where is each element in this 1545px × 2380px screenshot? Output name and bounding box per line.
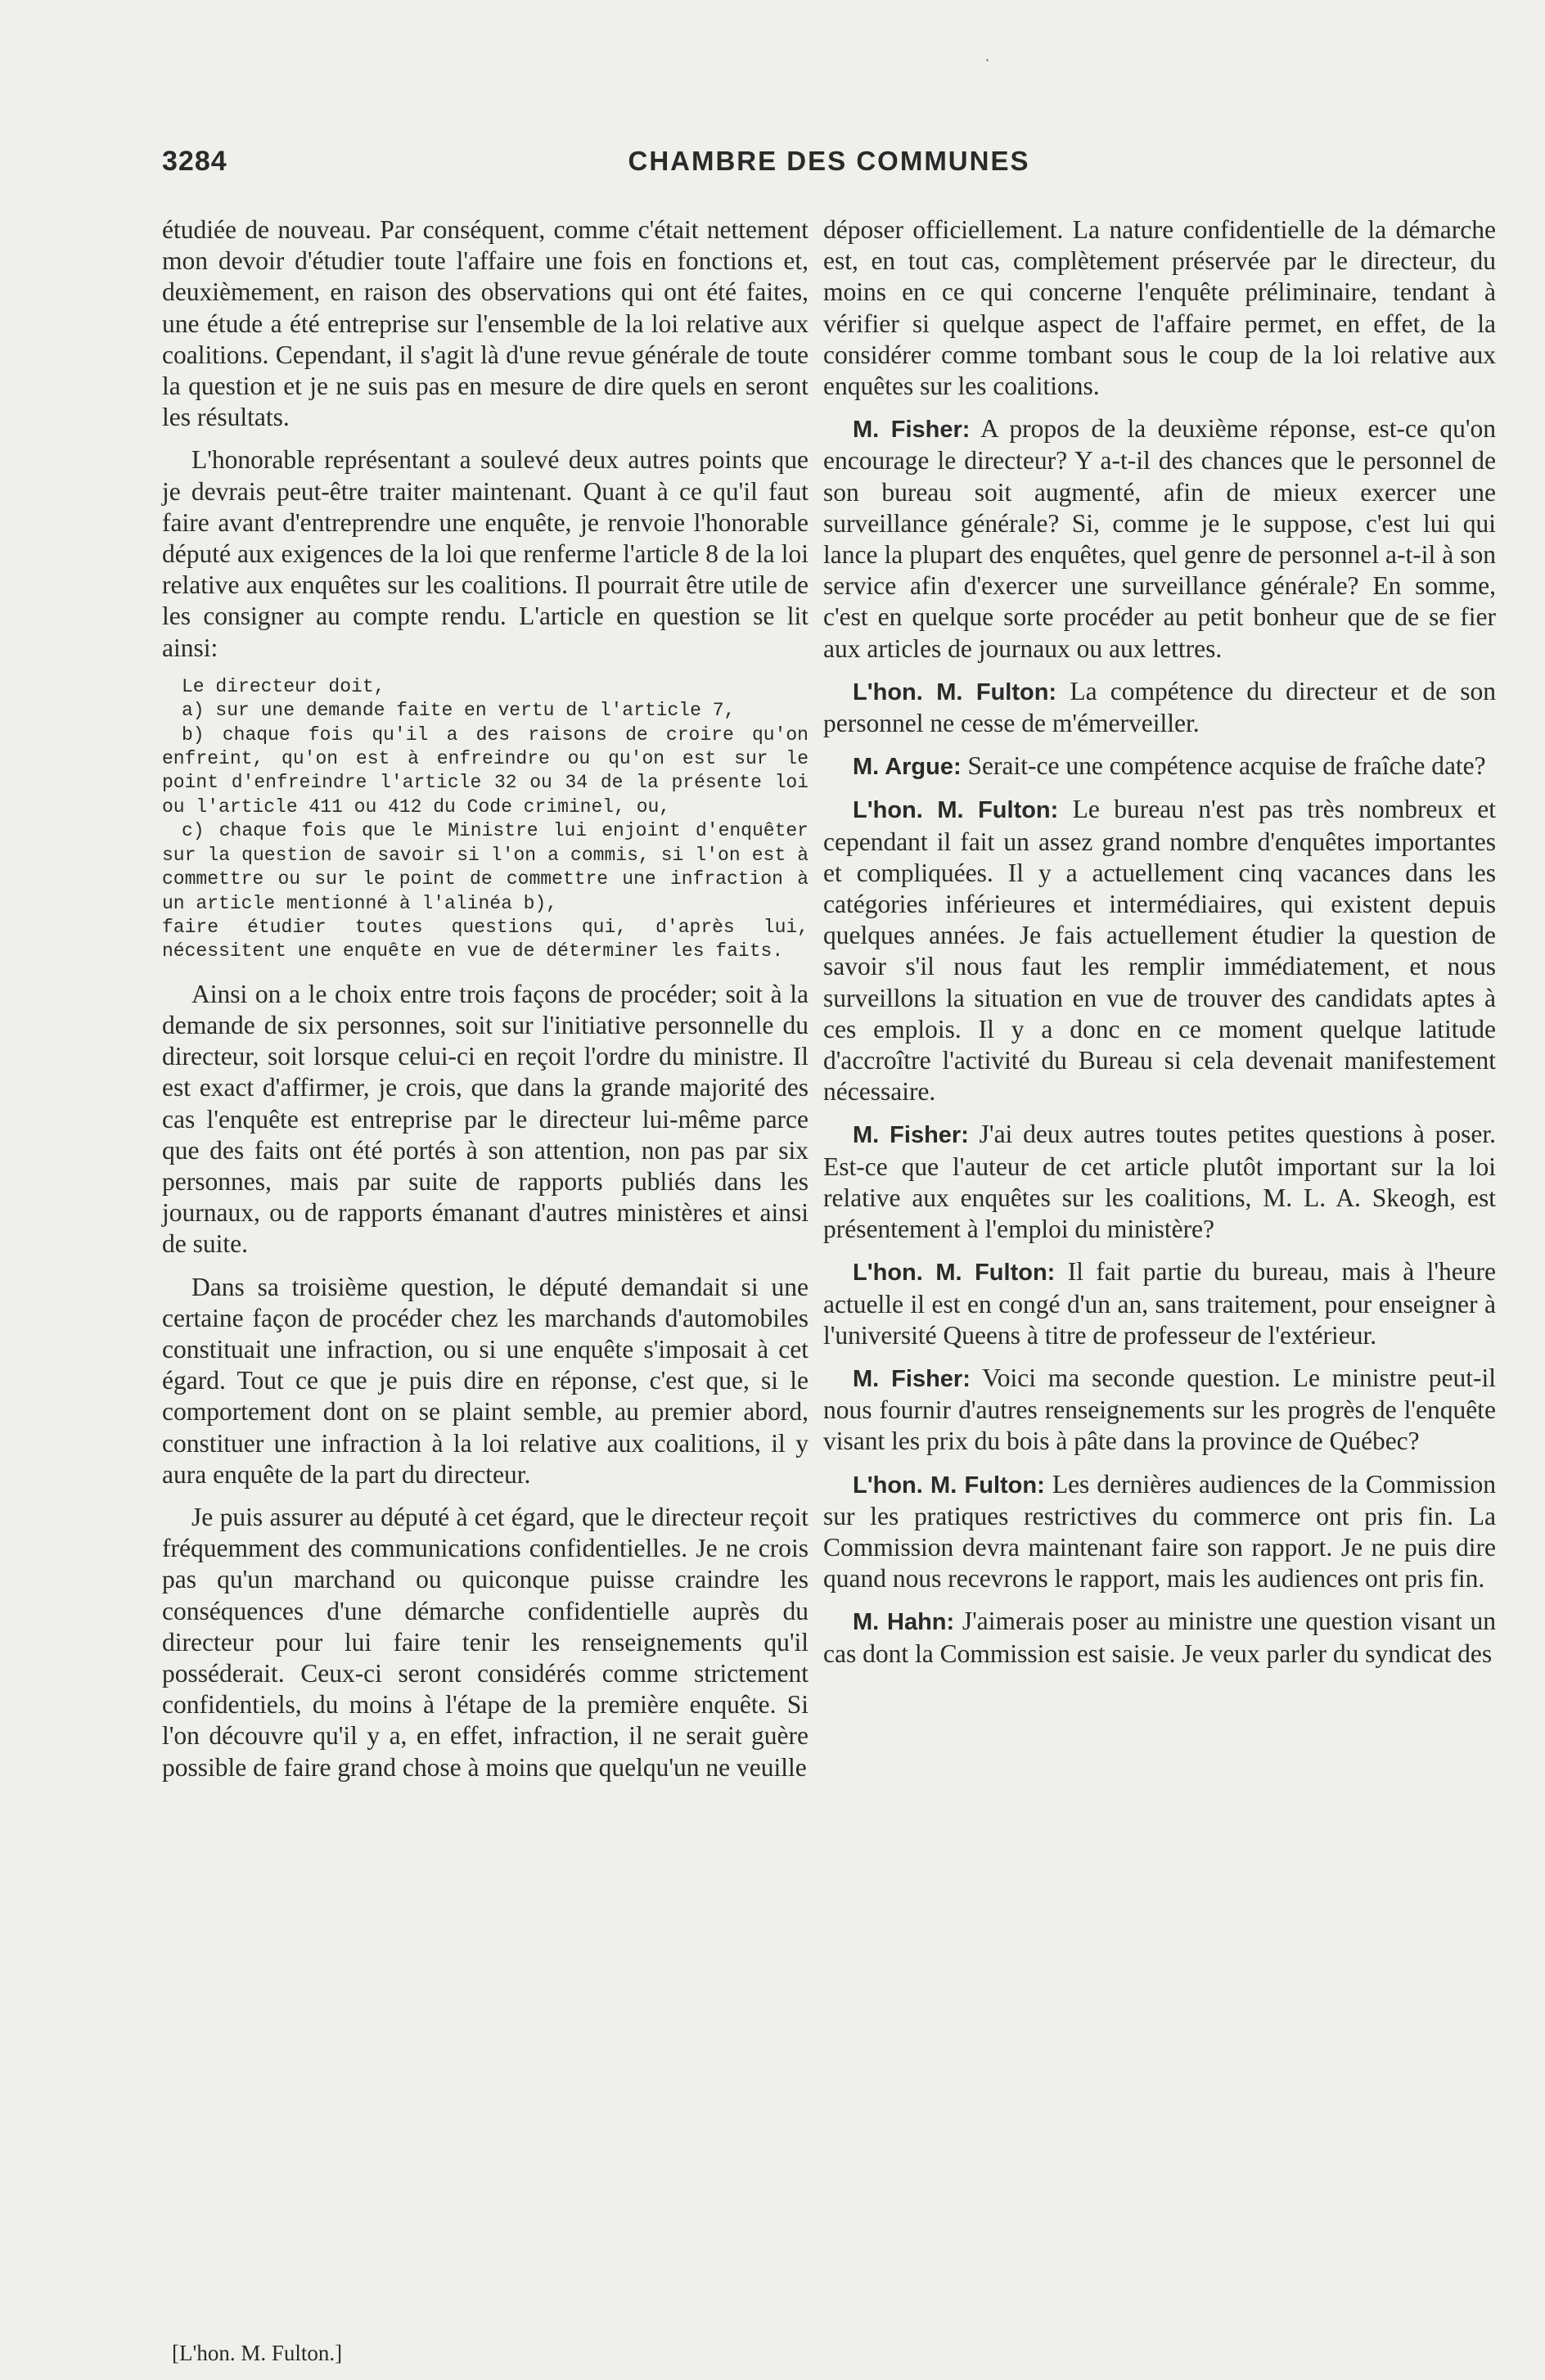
paragraph: étudiée de nouveau. Par conséquent, comme c'était nettement mon devoir d'étudier toute l'affaire une fois en fonctions et, deuxièmement, en raison des observations qui ont été faites, une étude a été entreprise sur l'ensemble de la loi relative aux coalitions. Cependant, il s'agit là d'une revue générale de toute la question et je ne suis pas en mesure de dire quels en seront les résultats. (162, 215, 809, 432)
speech-paragraph (823, 1256, 1496, 1351)
paragraph: déposer officiellement. La nature confidentielle de la démarche est, en tout cas, complètement préservée par le directeur, du moins en ce qui concerne l'enquête préliminaire, tendant à vérifier si quelque aspect de l'affaire permet, en effet, de la considérer comme tombant sous le coup de la loi relative aux enquêtes sur les coalitions. (823, 215, 1496, 401)
quote-line: c) chaque fois que le Ministre lui enjoint d'enquêter sur la question de savoir si l'on a commis, si l'on est à commettre ou sur le point de commettre une infraction à un article mentionné à l'alinéa b), (162, 820, 809, 914)
speech-text: Serait-ce une compétence acquise de fraîche date? (967, 751, 1486, 781)
quote-line: Le directeur doit, (182, 675, 385, 697)
right-column (823, 214, 1496, 1681)
quote-line: faire étudier toutes questions qui, d'après lui, nécessitent une enquête en vue de déterminer les faits. (162, 916, 809, 962)
quote-line: b) chaque fois qu'il a des raisons de croire qu'on enfreint, qu'on est à enfreindre ou qu'on est sur le point d'enfreindre l'article 32 ou 34 de la présente loi ou l'article 411 ou 412 du Code criminel, ou, (162, 723, 809, 818)
statute-quote (162, 675, 809, 964)
speaker-name: M. Fisher: (853, 1365, 971, 1392)
speaker-name: M. Fisher: (853, 417, 971, 444)
paragraph: Je puis assurer au député à cet égard, que le directeur reçoit fréquemment des communications confidentielles. Je ne crois pas qu'un marchand ou quiconque puisse craindre les conséquences d'une démarche confidentielle auprès du directeur pour lui faire tenir les renseignements qu'il posséderait. Ceux-ci seront considérés comme strictement confidentiels, du moins à l'étape de la première enquête. Si l'on découvre qu'il y a, en effet, infraction, il ne serait guère possible de faire grand chose à moins que quelqu'un ne veuille (162, 1502, 809, 1782)
left-column (162, 214, 809, 1795)
speaker-name: L'hon. M. Fulton: (853, 1260, 1056, 1287)
speech-paragraph (823, 1363, 1496, 1458)
speaker-name: M. Fisher: (853, 1122, 969, 1149)
speech-text: J'aimerais poser au ministre une question visant un cas dont la Commission est saisie. Je veux parler du syndicat des (823, 1607, 1497, 1668)
speaker-name: L'hon. M. Fulton: (853, 797, 1059, 824)
speech-text: Voici ma seconde question. Le ministre peut-il nous fournir d'autres renseignements sur les progrès de l'enquête visant les prix du bois à pâte dans la province de Québec? (823, 1363, 1496, 1456)
speaker-name: M. Hahn: (853, 1609, 955, 1636)
speech-paragraph (823, 676, 1496, 739)
speech-text: La compétence du directeur et de son personnel ne cesse de m'émerveiller. (823, 676, 1497, 738)
speech-text: A propos de la deuxième réponse, est-ce qu'on encourage le directeur? Y a-t-il des chances que le personnel de son bureau soit augmenté, afin de mieux exercer une surveillance générale? Si, comme je le suppose, c'est lui qui lance la plupart des enquêtes, quel genre de personnel a-t-il à son service afin d'exercer une surveillance générale? En somme, c'est en quelque sorte procéder au petit bonheur que de se fier aux articles de journaux ou aux lettres. (823, 414, 1497, 663)
speech-paragraph (823, 1606, 1496, 1669)
speech-text: Il fait partie du bureau, mais à l'heure actuelle il est en congé d'un an, sans traitement, pour enseigner à l'université Queens à titre de professeur de l'extérieur. (823, 1257, 1497, 1350)
scan-speck (986, 59, 989, 61)
paragraph: Ainsi on a le choix entre trois façons de procéder; soit à la demande de six personnes, soit sur l'initiative personnelle du directeur, soit lorsque celui-ci en reçoit l'ordre du ministre. Il est exact d'affirmer, je crois, que dans la grande majorité des cas l'enquête est entreprise par le directeur lui-même parce que des faits ont été portés à son attention, non pas par six personnes, mais par suite de rapports publiés dans les journaux, ou de rapports émanant d'autres ministères et ainsi de suite. (162, 979, 809, 1259)
page-header (162, 146, 1496, 187)
page-number: 3284 (162, 146, 227, 177)
speech-paragraph (823, 1119, 1496, 1245)
speech-text: J'ai deux autres toutes petites questions à poser. Est-ce que l'auteur de cet article plutôt important sur la loi relative aux enquêtes sur les coalitions, M. L. A. Skeogh, est présentement à l'emploi du ministère? (823, 1120, 1496, 1244)
speaker-name: L'hon. M. Fulton: (853, 1472, 1045, 1499)
speech-text: Le bureau n'est pas très nombreux et cependant il fait un assez grand nombre d'enquêtes importantes et compliquées. Il y a actuellement cinq vacances dans les catégories inférieures et intermédiaires, qui existent depuis quelques années. Je fais actuellement étudier la question de savoir s'il nous faut les remplir immédiatement, et nous surveillons la situation en vue de trouver des candidats aptes à ces emplois. Il y a donc en ce moment quelque latitude d'accroître l'activité du Bureau si cela devenait manifestement nécessaire. (823, 795, 1496, 1107)
running-head: CHAMBRE DES COMMUNES (628, 146, 1030, 176)
paragraph: L'honorable représentant a soulevé deux autres points que je devrais peut-être traiter maintenant. Quant à ce qu'il faut faire avant d'entreprendre une enquête, je renvoie l'honorable député aux exigences de la loi que renferme l'article 8 de la loi relative aux enquêtes sur les coalitions. Il pourrait être utile de les consigner au compte rendu. L'article en question se lit ainsi: (162, 445, 809, 662)
speech-paragraph (823, 794, 1496, 1107)
paragraph: Dans sa troisième question, le député demandait si une certaine façon de procéder chez les marchands d'automobiles constituait une infraction, ou si une enquête s'imposait à cet égard. Tout ce que je puis dire en réponse, c'est que, si le comportement dont on se plaint semble, au premier abord, constituer une infraction à la loi relative aux coalitions, il y aura enquête de la part du directeur. (162, 1272, 809, 1489)
quote-line: a) sur une demande faite en vertu de l'article 7, (182, 700, 736, 722)
speech-paragraph (823, 1469, 1496, 1595)
speaker-footer-ref: [L'hon. M. Fulton.] (172, 2341, 343, 2365)
speaker-name: M. Argue: (853, 754, 962, 781)
speech-paragraph (823, 751, 1496, 782)
speech-paragraph (823, 413, 1496, 665)
speaker-name: L'hon. M. Fulton: (853, 678, 1057, 705)
speech-text: Les dernières audiences de la Commission sur les pratiques restrictives du commerce ont pris fin. La Commission devra maintenant faire son rapport. Je ne puis dire quand nous recevrons le rapport, mais les audiences ont pris fin. (823, 1469, 1496, 1593)
